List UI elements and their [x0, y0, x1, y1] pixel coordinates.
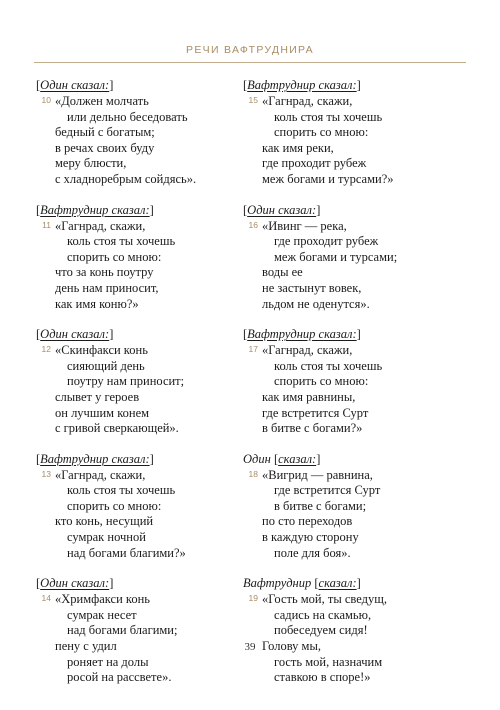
verse-line: «Ивинг — река,: [262, 218, 347, 233]
speaker-line: [243, 576, 448, 592]
verse-line: в каждую сторону: [262, 530, 359, 545]
speaker-part: ]: [356, 78, 361, 92]
speaker-part: сказал:: [318, 576, 357, 591]
verse-line: где встретится Сурт: [274, 483, 381, 498]
verse-line: поле для боя».: [274, 545, 351, 560]
verse-line: «Гагнрад, скажи,: [55, 467, 146, 482]
verse-line: день нам приносит,: [55, 280, 159, 295]
stanza-number: 16: [248, 219, 258, 230]
verse-line: спорить со мною:: [274, 374, 369, 389]
speaker-part: Один: [243, 451, 274, 466]
speaker-part: сказал:: [278, 451, 317, 466]
verse-line: он лучшим конем: [55, 405, 150, 420]
verse-line: как имя равнины,: [262, 389, 356, 404]
header-rule: [34, 62, 466, 63]
stanza: [243, 203, 448, 313]
speaker-part: ]: [109, 576, 114, 591]
verse-line: «Гагнрад, скажи,: [262, 343, 353, 358]
verse-line: в битве с богами?»: [262, 421, 363, 436]
verse-line: коль стоя ты хочешь: [274, 358, 383, 373]
verse-line: над богами благими;: [67, 623, 178, 638]
verse-line: спорить со мною:: [67, 498, 162, 513]
speaker-part: [: [36, 327, 41, 342]
verse-line: меж богами и турсами;: [274, 249, 398, 264]
verse-line: с гривой сверкающей».: [55, 421, 179, 436]
speaker-part: Один сказал:: [40, 576, 110, 591]
stanza: [243, 78, 448, 188]
verse-line: коль стоя ты хочешь: [274, 109, 383, 124]
speaker-part: [: [36, 451, 41, 466]
stanza-number: 13: [41, 468, 51, 479]
page-number: 39: [244, 641, 256, 653]
speaker-line: [243, 78, 448, 94]
stanza: [243, 327, 448, 437]
speaker-part: Один сказал:: [247, 202, 317, 217]
speaker-part: ]: [316, 202, 321, 217]
stanza: [36, 203, 241, 313]
verse-line: где проходит рубеж: [262, 156, 367, 171]
verse-line: поутру нам приносит;: [67, 374, 185, 389]
stanza-number: 11: [42, 219, 51, 230]
speaker-part: [: [273, 451, 279, 466]
verse-line: «Должен молчать: [55, 94, 149, 108]
verse-line: не застынут вовек,: [262, 280, 362, 295]
speaker-part: Один сказал:: [40, 327, 110, 342]
verse-line: как имя реки,: [262, 140, 334, 155]
speaker-line: [36, 452, 241, 468]
speaker-part: ]: [316, 451, 321, 466]
speaker-line: [243, 452, 448, 468]
speaker-part: Вафтруднир сказал:: [40, 202, 150, 217]
speaker-part: Вафтруднир сказал:: [40, 451, 150, 466]
verse-line: как имя коню?»: [55, 296, 139, 311]
stanza-number: 14: [41, 593, 51, 604]
verse-line: росой на рассвете».: [67, 670, 172, 685]
verse-line: в битве с богами;: [274, 498, 367, 513]
speaker-part: [: [314, 576, 319, 591]
speaker-part: [: [243, 202, 248, 217]
verse-line: меж богами и турсами?»: [262, 171, 394, 186]
speaker-line: [243, 203, 448, 219]
speaker-part: [: [36, 78, 41, 92]
verse-line: роняет на долы: [67, 654, 149, 669]
speaker-line: [243, 327, 448, 343]
verse-line: воды ее: [262, 265, 303, 280]
verse-line: в речах своих буду: [55, 140, 155, 155]
verse-line: ставкою в споре!»: [274, 670, 371, 685]
verse-line: где встретится Сурт: [262, 405, 369, 420]
right-column: [243, 78, 448, 701]
speaker-part: ]: [149, 202, 154, 217]
stanza: [36, 78, 241, 188]
left-column: [36, 78, 241, 701]
stanza-number: 15: [248, 95, 258, 105]
verse-line: сумрак ночной: [67, 530, 146, 545]
stanza-number: 10: [41, 95, 51, 105]
verse-line: «Вигрид — равнина,: [262, 467, 373, 482]
stanza-number: 17: [248, 344, 258, 355]
verse-line: коль стоя ты хочешь: [67, 483, 176, 498]
verse-line: коль стоя ты хочешь: [67, 234, 176, 249]
verse-line: что за конь поутру: [55, 265, 154, 280]
speaker-part: ]: [109, 78, 114, 92]
verse-line: гость мой, назначим: [274, 654, 383, 669]
verse-line: по сто переходов: [262, 514, 353, 529]
verse-line: над богами благими?»: [67, 545, 186, 560]
speaker-part: [: [36, 202, 41, 217]
speaker-part: Вафтруднир: [243, 576, 315, 591]
speaker-part: ]: [356, 327, 361, 342]
stanza-number: 12: [41, 344, 51, 355]
verse-line: бедный с богатым;: [55, 125, 155, 140]
speaker-part: ]: [109, 327, 114, 342]
verse-line: спорить со мною:: [274, 125, 369, 140]
verse-line: спорить со мною:: [67, 249, 162, 264]
verse-line: где проходит рубеж: [274, 234, 379, 249]
speaker-part: Один сказал:: [40, 78, 110, 92]
speaker-part: [: [36, 576, 41, 591]
speaker-line: [36, 576, 241, 592]
speaker-part: Вафтруднир сказал:: [247, 327, 357, 342]
speaker-line: [36, 78, 241, 94]
stanza: [36, 576, 241, 686]
verse-line: кто конь, несущий: [55, 514, 154, 529]
verse-line: «Гость мой, ты сведущ,: [262, 592, 387, 607]
speaker-part: Вафтруднир сказал:: [247, 78, 357, 92]
verse-line: «Гагнрад, скажи,: [262, 94, 353, 108]
speaker-part: ]: [149, 451, 154, 466]
stanza-number: 18: [248, 468, 258, 479]
speaker-part: [: [243, 78, 248, 92]
verse-line: побеседуем сидя!: [274, 623, 368, 638]
verse-line: садись на скамью,: [274, 607, 372, 622]
speaker-line: [36, 203, 241, 219]
speaker-part: ]: [356, 576, 361, 591]
stanza-number: 19: [248, 593, 258, 604]
verse-line: слывет у героев: [55, 389, 140, 404]
verse-line: меру блюсти,: [55, 156, 127, 171]
speaker-part: [: [243, 327, 248, 342]
verse-line: льдом не оденутся».: [262, 296, 370, 311]
verse-line: сияющий день: [67, 358, 145, 373]
stanza: [243, 452, 448, 562]
verse-line: пену с удил: [55, 639, 117, 654]
verse-line: «Гагнрад, скажи,: [55, 218, 146, 233]
verse-line: сумрак несет: [67, 607, 137, 622]
stanza: [243, 576, 448, 686]
verse-line: Голову мы,: [262, 639, 321, 654]
verse-line: «Хримфакси конь: [55, 592, 150, 607]
speaker-line: [36, 327, 241, 343]
stanza: [36, 452, 241, 562]
verse-line: с хладноребрым сойдясь».: [55, 171, 197, 186]
stanza: [36, 327, 241, 437]
verse-line: или дельно беседовать: [67, 109, 188, 124]
running-head: РЕЧИ ВАФТРУДНИРА: [186, 44, 314, 56]
verse-line: «Скинфакси конь: [55, 343, 148, 358]
